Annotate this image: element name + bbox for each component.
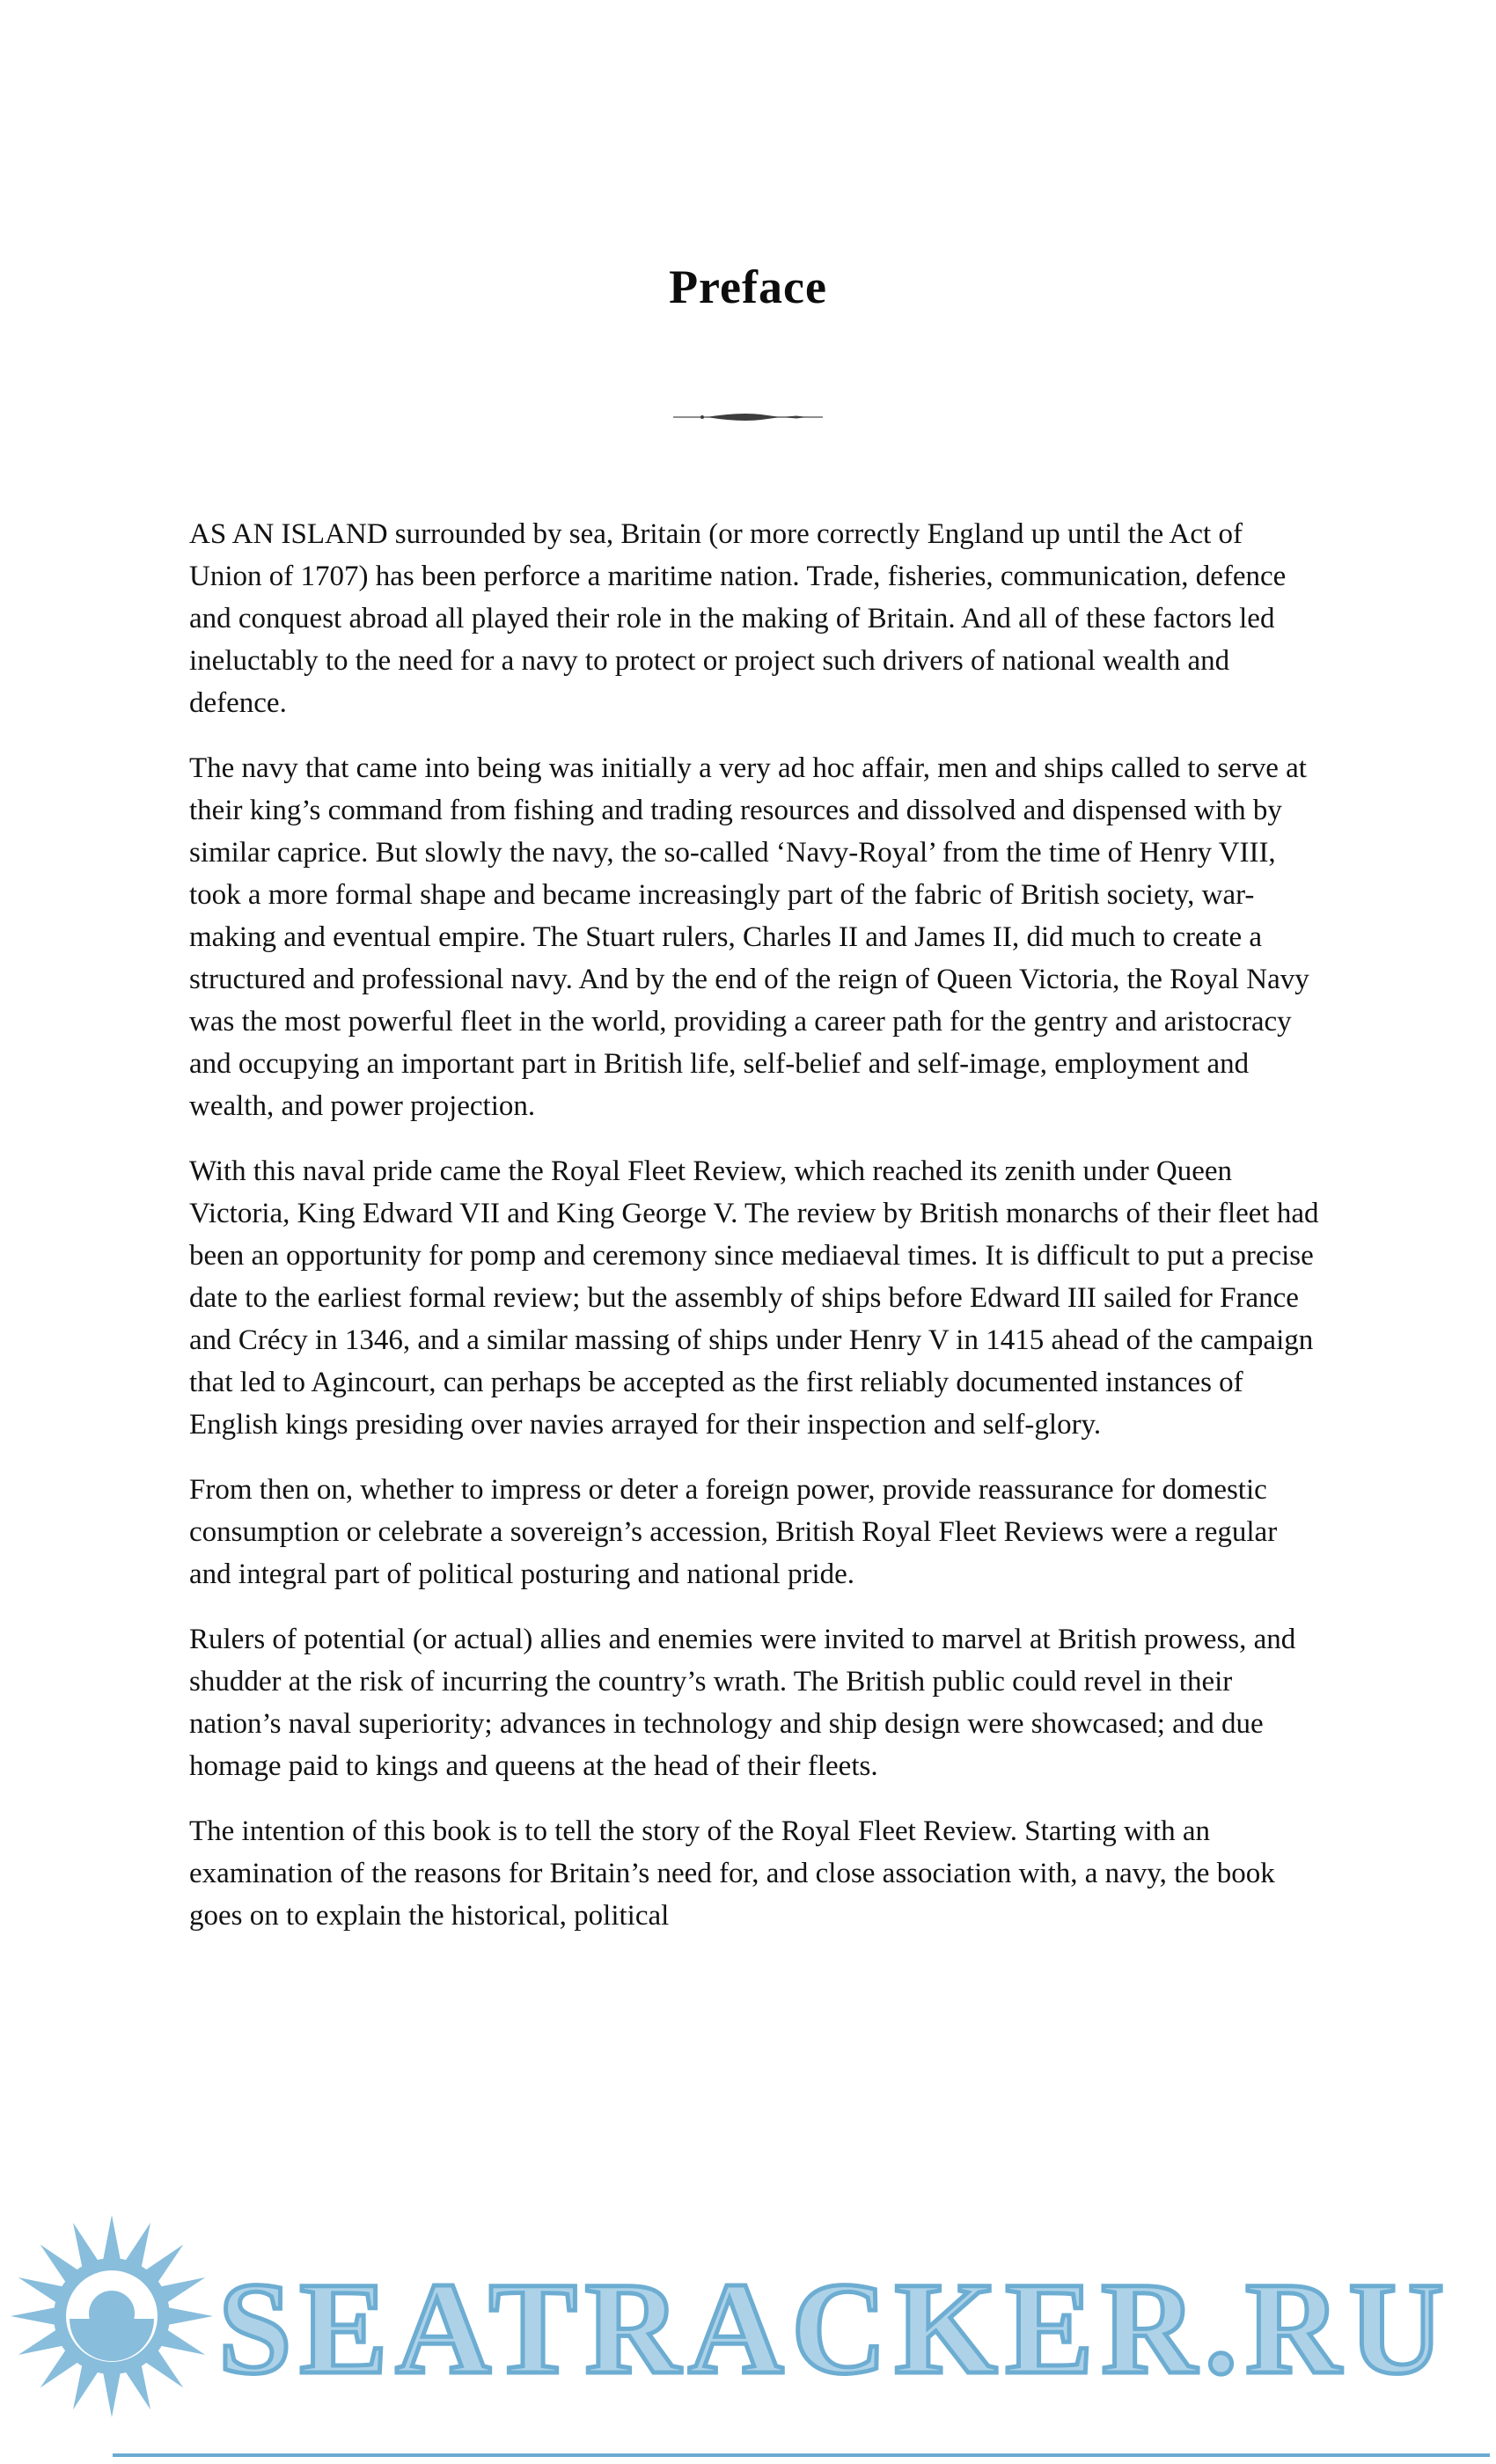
page-title: Preface: [669, 260, 827, 313]
paragraph-3: With this naval pride came the Royal Fleet Review, which reached its zenith under Queen Victoria, King Edward VII and King George V. The review by British monarchs of their fleet had been an opportunity for pomp and ceremony since mediaeval times. It is difficult to put a precise date to the earliest formal review; but the assembly of ships before Edward III sailed for France and Crécy in 1346, and a similar massing of ships under Henry V in 1415 ahead of the campaign that led to Agincourt, can perhaps be accepted as the first reliably documented instances of English kings presiding over navies arrayed for their inspection and self-glory.: [189, 1155, 1319, 1441]
body-text: [189, 513, 1320, 1937]
watermark: [11, 2211, 1496, 2422]
watermark-underline: [113, 2453, 1490, 2457]
paragraph-4: From then on, whether to impress or deter a foreign power, provide reassurance for domestic consumption or celebrate a sovereign’s accession, British Royal Fleet Reviews were a regular and integral part of political posturing and national pride.: [189, 1474, 1278, 1590]
paragraph-6: The intention of this book is to tell the story of the Royal Fleet Review. Starting with an examination of the reasons for Britain’s need for, and close association with, a navy, the book goes on to explain the historical, political: [189, 1815, 1275, 1932]
divider-ornament: [673, 409, 823, 425]
paragraph-2: The navy that came into being was initially a very ad hoc affair, men and ships called to serve at their king’s command from fishing and trading resources and dissolved and dispensed with by similar caprice. But slowly the navy, the so-called ‘Navy-Royal’ from the time of Henry VIII, took a more formal shape and became increasingly part of the fabric of British society, war-making and eventual empire. The Stuart rulers, Charles II and James II, did much to create a structured and professional navy. And by the end of the reign of Queen Victoria, the Royal Navy was the most powerful fleet in the world, providing a career path for the gentry and aristocracy and occupying an important part in British life, self-belief and self-image, employment and wealth, and power projection.: [189, 752, 1309, 1122]
sun-icon: [11, 2215, 213, 2417]
divider-ornament-graphic: [673, 409, 823, 425]
watermark-text: SEATRACKER.RU: [218, 2255, 1452, 2402]
paragraph-1: AS AN ISLAND surrounded by sea, Britain (or more correctly England up until the Act of Union of 1707) has been perforce a maritime nation. Trade, fisheries, communication, defence and conquest abroad all played their role in the making of Britain. And all of these factors led ineluctably to the need for a navy to protect or project such drivers of national wealth and defence.: [189, 518, 1287, 719]
paragraph-5: Rulers of potential (or actual) allies and enemies were invited to marvel at British prowess, and shudder at the risk of incurring the country’s wrath. The British public could revel in their nation’s naval superiority; advances in technology and ship design were showcased; and due homage paid to kings and queens at the head of their fleets.: [189, 1624, 1296, 1782]
